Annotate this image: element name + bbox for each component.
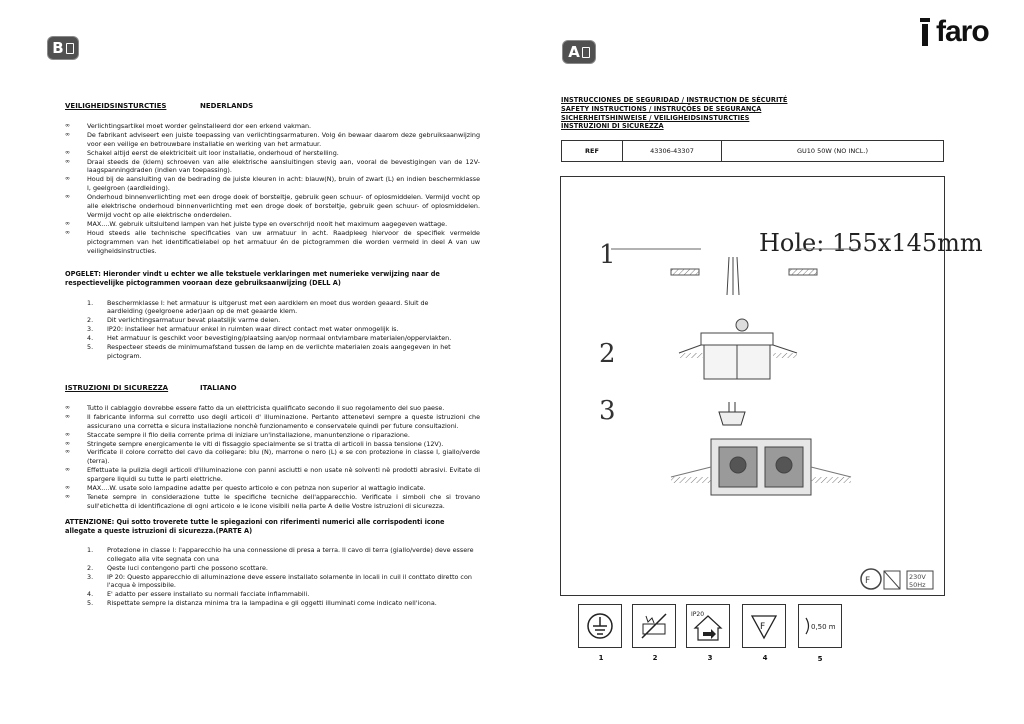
earth-icon — [578, 604, 622, 648]
ref-label: REF — [562, 141, 623, 162]
list-item: ∞ Verlichtingsartikel moet worder geïnstalleerd dor een erkend vakman. — [65, 122, 480, 131]
heading-line: SAFETY INSTRUCTIONS / INSTRUÇÕES DE SEGURANÇA — [561, 104, 762, 113]
dutch-section — [65, 102, 480, 361]
reference-table — [561, 140, 944, 162]
list-item: ∞ Verificate il colore corretto del cavo da collegare: blu (N), marrone o nero (L) e se con protezione in classe I, giallo/verde (terra). — [65, 448, 480, 466]
list-item: 5. Respecteer steeds de minimumafstand tussen de lamp en de verlichte materialen zoals aangegeven in het pictogram. — [87, 343, 451, 360]
heading-line: SICHERHEITSHINWEISE / VEILIGHEIDSINSTURCTIES — [561, 113, 750, 122]
logo-text: faro — [936, 15, 989, 48]
list-item: 5. Rispettate sempre la distanza minima tra la lampadina e gli oggetti illuminati come indicato nell'icona. — [87, 599, 437, 608]
document-icon — [66, 43, 74, 54]
list-item: ∞ Houd steeds alle technische specificaties van uw armatuur in acht. Raadpleeg hiervoor de specifiek vermelde pictogrammen van het identificatielabel op het armatuur én de pictogrammen die worden vermeld in deel A van uw veiligheidsinstructies. — [65, 229, 480, 256]
badge-letter: B — [52, 39, 64, 57]
installation-diagram — [560, 176, 983, 596]
list-item: ∞ De fabrikant adviseert een juiste toepassing van verlichtingsarmaturen. Volg én bewaar daarom deze gebruiksaanwijzing voor een veilige en betrouwbare installatie en werking van het armatuur. — [65, 131, 480, 149]
list-item: ∞ Il fabricante informa sul corretto uso degli articoli d' illuminazione. Pertanto attenetevi sempre a queste istruzioni che assicurano una corretta e sicura installazione nonchè funzionamento e conservatele quindi per future consultazioni. — [65, 413, 480, 431]
section-a-badge — [563, 41, 595, 63]
list-item: ∞ Schakel altijd eerst de elektriciteit uit loor installatie, onderhoud of herstelling. — [65, 149, 480, 158]
list-item: ∞ Stringete sempre energicamente le viti di fissaggio specialmente se si tratta di articoli in bassa tensione (12V). — [65, 440, 480, 449]
mounted-fixture — [671, 439, 851, 495]
list-item: ∞ MAX....W. usate solo lampadine adatte per questo articolo e con petnza non superior al wattagio indicate. — [65, 484, 480, 493]
list-item: 3. IP20: installeer het armatuur enkel in ruimten waar direct contact met water onmogelijk is. — [87, 325, 399, 334]
dutch-numbered — [65, 299, 465, 361]
installation-drawing — [561, 177, 983, 595]
heading-line: INSTRUZIONI DI SICUREZZA — [561, 122, 664, 131]
list-item: 2. Qeste luci contengono parti che possono scottare. — [87, 563, 268, 572]
logo-mark-icon — [918, 18, 932, 46]
hot-parts-icon — [632, 604, 676, 648]
step-number-3: 3 — [599, 396, 616, 426]
hole-size-label: Hole: 155x145mm — [759, 229, 983, 257]
italian-numbered — [65, 546, 480, 608]
ip20-icon — [686, 604, 730, 648]
list-item: 1. Beschermklasse I: het armatuur is uitgerust met een aardklem en moet dus worden geaard. Sluit de aardleiding (geelgroene ader)aan op de met geaarde klem. — [87, 298, 429, 316]
section-language: ITALIANO — [200, 384, 237, 392]
min-distance-icon — [798, 604, 842, 648]
step-3-lamp-bulb — [719, 402, 745, 425]
heading-line: INSTRUCCIONES DE SEGURIDAD / INSTRUCTION DE SÉCURITÉ — [561, 96, 788, 104]
icon-number-5: 5 — [817, 655, 823, 663]
list-item: ∞ Onderhoud binnenverlichting met een droge doek of borsteltje, gebruik geen schuur- of oplosmiddelen. Vermijd vocht op alle elektrische onderhoud binnenverlichting met een droge doek of borsteltje, gebruik geen schuur- of oplosmiddelen. Vermijd vocht op alle elektrische onderdelen. — [65, 193, 480, 220]
document-icon — [582, 47, 590, 58]
italian-bullets — [65, 404, 480, 511]
list-item: ∞ MAX....W. gebruik uitsluitend lampen van het juiste type en overschrijd nooit het maximum aagegeven wattage. — [65, 220, 480, 229]
ip20-label: IP20 — [691, 611, 705, 618]
frequency-label: 50Hz — [909, 581, 926, 589]
section-title: ISTRUZIONI DI SICUREZZA — [65, 384, 169, 392]
badge-letter: A — [568, 43, 580, 61]
icon-number-4: 4 — [762, 654, 768, 662]
ref-codes: 43306-43307 — [623, 141, 722, 162]
italian-warning: ATTENZIONE: Qui sotto troverete tutte le spiegazioni con riferimenti numerici alle corrispodenti icone allegate a queste istruzioni di sicurezza.(PARTE A) — [65, 517, 445, 535]
dutch-warning: OPGELET: Hieronder vindt u echter we alle tekstuele verklaringen met numerieke verwijzing naar de respectievelijke pictogrammen vooraan deze gebruiksaanwijzing (DELL A) — [65, 269, 440, 287]
list-item: ∞ Tenete sempre in considerazione tutte le specifiche tecniche dell'apparecchio. Verificate i simboli che si trovano sull'etichetta di identificazione di ogni articolo e le icone visibili nella parte A delle Vostre istruzioni di sicurezza. — [65, 493, 480, 511]
icon-number-3: 3 — [707, 654, 713, 662]
icon-number-2: 2 — [652, 654, 658, 662]
distance-label: 0,50 m — [811, 623, 836, 631]
right-headings — [561, 96, 787, 131]
list-item: 4. E' adatto per essere installato su normali facciate infiammabili. — [87, 590, 310, 599]
svg-text:F: F — [865, 576, 871, 586]
list-item: 2. Dit verlichtingsarmatuur bevat plaatslijk varme delen. — [87, 316, 281, 325]
list-item: 1. Protezione in classe I: l'apparecchio ha una connessione di presa a terra. Il cavo di terra (giallo/verde) deve essere collegato alla vite segnata con una — [87, 545, 474, 563]
voltage-label: 230V — [909, 573, 926, 581]
list-item: 4. Het armatuur is geschikt voor bevestiging/plaatsing aan/op normaal ontvlambare materialen/oppervlakten. — [87, 334, 452, 343]
dutch-heading — [65, 102, 480, 111]
list-item: ∞ Tutto il cablaggio dovrebbe essere fatto da un elettricista qualificato secondo il suo regolamento del suo paese. — [65, 404, 480, 413]
table-row — [562, 141, 944, 162]
section-title: VEILIGHEIDSINSTURCTIES — [65, 102, 167, 110]
ref-lamp: GU10 50W (NO INCL.) — [722, 141, 944, 162]
step-number-2: 2 — [599, 339, 616, 369]
section-b-badge — [48, 37, 78, 59]
certification-marks — [861, 569, 933, 589]
list-item: ∞ Effettuate la pulizia degli articoli d'illuminazione con panni asciutti e non usate nè solventi nè prodotti abrasivi. Evitate di spargere liquidi su tutte le parti elettriche. — [65, 466, 480, 484]
section-language: NEDERLANDS — [200, 102, 254, 110]
list-item: 3. IP 20: Questo apparecchio di alluminazione deve essere installato solamente in locali in cuil il conttato diretto con l'acqua è impossibile. — [87, 572, 472, 590]
list-item: ∞ Staccate sempre il filo della corrente prima di iniziare un'installazione, manuntenzione o riparazione. — [65, 431, 480, 440]
step-2-fixture-insertion — [679, 319, 797, 379]
step-number-1: 1 — [599, 240, 616, 270]
brand-logo — [918, 15, 989, 48]
italian-heading — [65, 384, 480, 393]
list-item: ∞ Draai steeds de (klem) schroeven van alle elektrische aansluitingen stevig aan, vooral de bevestigingen van de 12V-laagspanningdraden (indien van toepassing). — [65, 158, 480, 176]
dutch-bullets — [65, 122, 480, 256]
list-item: ∞ Houd bij de aansluiting van de bedrading de juiste kleuren in acht: blauw(N), bruin of zwart (L) en indien beschermklasse I, geelgroen (aardleiding). — [65, 175, 480, 193]
flammable-surface-icon — [742, 604, 786, 648]
f-mark-label: F — [760, 622, 766, 632]
icon-number-1: 1 — [598, 654, 604, 662]
italian-section — [65, 384, 480, 608]
